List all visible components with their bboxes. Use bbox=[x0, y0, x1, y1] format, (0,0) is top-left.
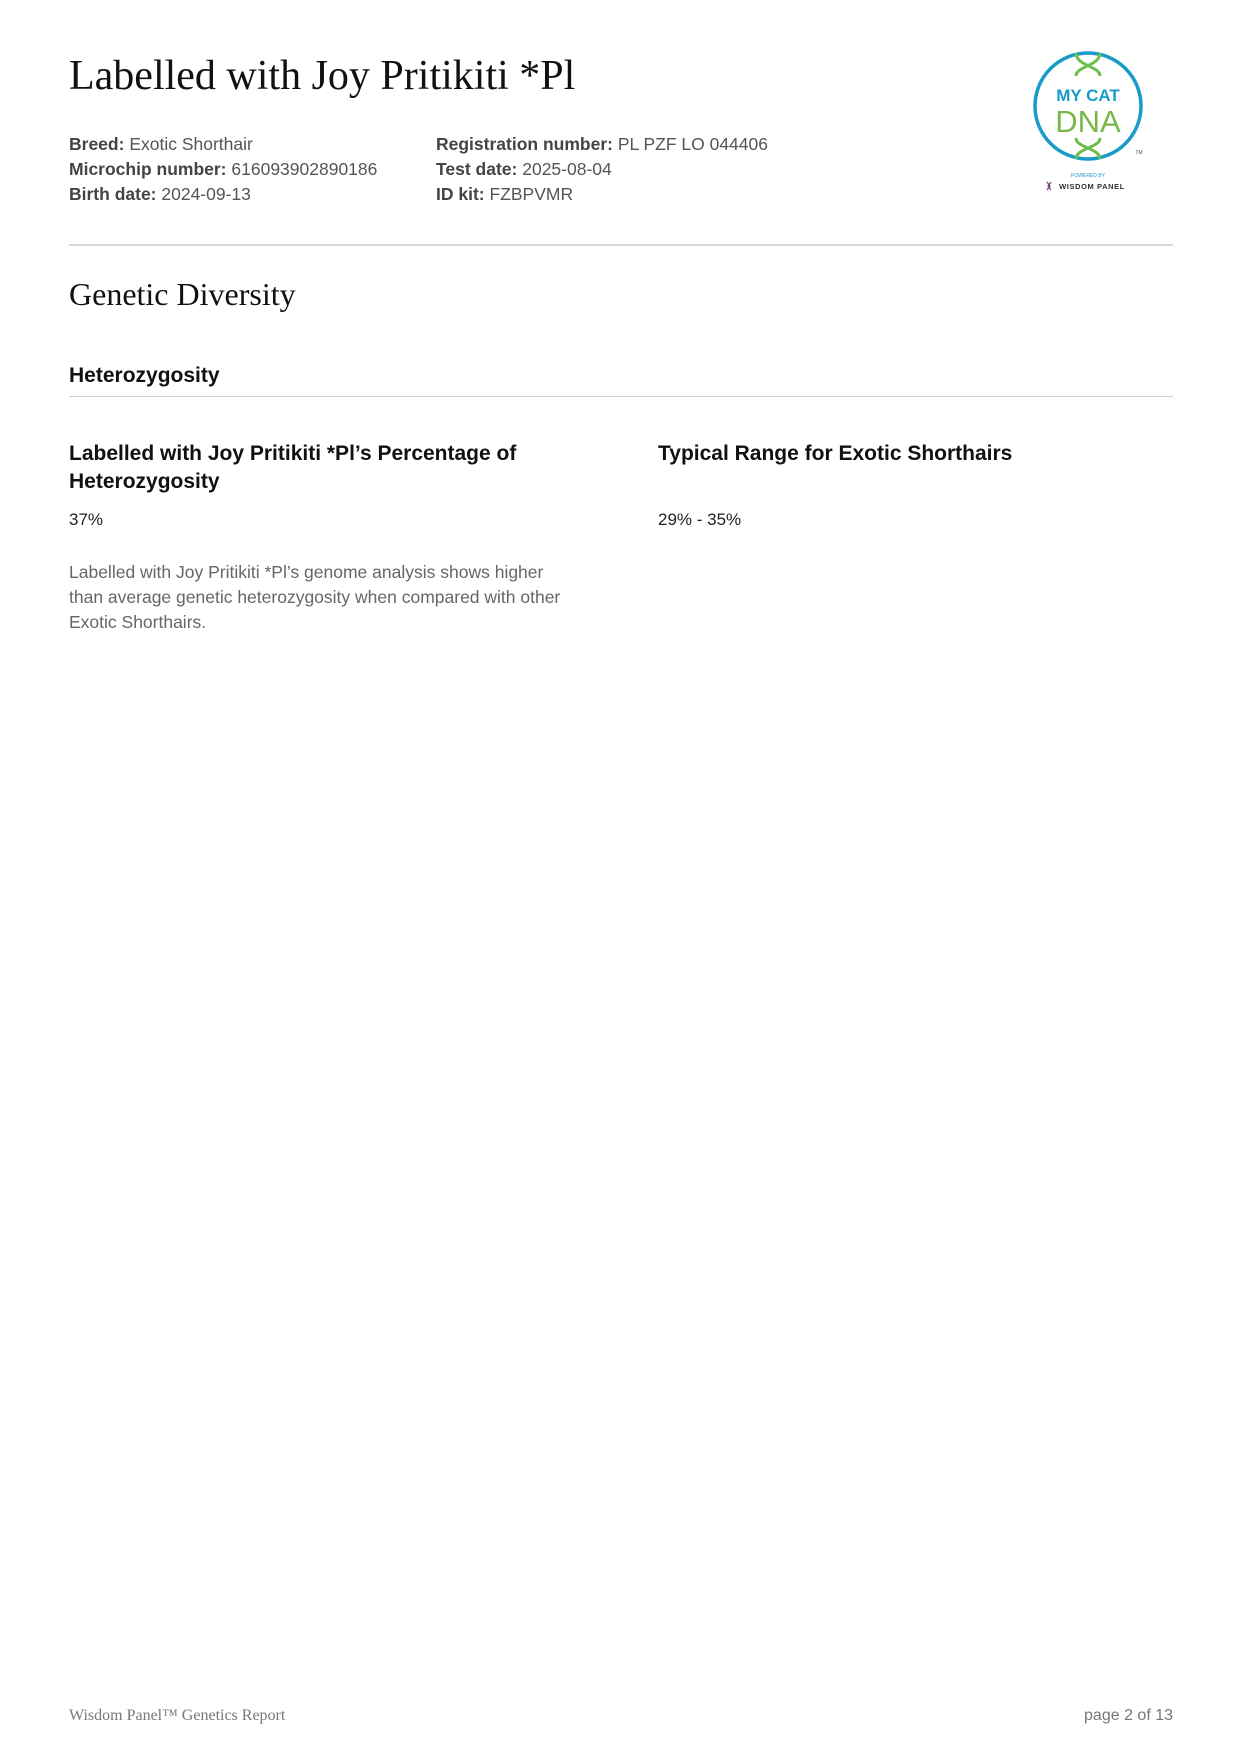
typical-range-heading: Typical Range for Exotic Shorthairs bbox=[658, 442, 1013, 465]
test-date-label: Test date: bbox=[436, 159, 518, 179]
test-date-value: 2025-08-04 bbox=[522, 159, 612, 179]
logo-powered-by: POWERED BY bbox=[1071, 173, 1105, 179]
description-line: than average genetic heterozygosity when compared with other bbox=[69, 587, 561, 607]
birth-date-label: Birth date: bbox=[69, 184, 157, 204]
birth-date-value: 2024-09-13 bbox=[161, 184, 251, 204]
breed-row bbox=[69, 132, 377, 157]
heterozygosity-description bbox=[69, 560, 589, 635]
percentage-heading-line2: Heterozygosity bbox=[69, 470, 220, 493]
details-left bbox=[69, 132, 377, 207]
description-line: Exotic Shorthairs. bbox=[69, 612, 207, 632]
microchip-value: 616093902890186 bbox=[231, 159, 378, 179]
logo-tm: TM bbox=[1135, 150, 1143, 156]
microchip-row bbox=[69, 157, 377, 182]
dna-strand-bottom-icon bbox=[1076, 138, 1100, 159]
dna-strand-top-icon bbox=[1076, 53, 1100, 76]
details-right bbox=[436, 132, 768, 207]
logo-line1: MY CAT bbox=[1056, 86, 1120, 105]
description-line: Labelled with Joy Pritikiti *Pl’s genome analysis shows higher bbox=[69, 562, 544, 582]
subsection-divider bbox=[69, 396, 1173, 397]
wisdom-panel-mark-icon bbox=[1047, 182, 1051, 190]
registration-row bbox=[436, 132, 768, 157]
subsection-title: Heterozygosity bbox=[69, 364, 220, 387]
header-divider bbox=[69, 244, 1173, 246]
footer-page-number: page 2 of 13 bbox=[1084, 1707, 1173, 1724]
registration-label: Registration number: bbox=[436, 134, 613, 154]
logo-brand: WISDOM PANEL bbox=[1059, 182, 1125, 191]
footer-report-name: Wisdom Panel™ Genetics Report bbox=[69, 1707, 286, 1724]
breed-value: Exotic Shorthair bbox=[129, 134, 253, 154]
birth-date-row bbox=[69, 182, 377, 207]
breed-label: Breed: bbox=[69, 134, 125, 154]
microchip-label: Microchip number: bbox=[69, 159, 227, 179]
id-kit-value: FZBPVMR bbox=[489, 184, 574, 204]
percentage-heading bbox=[69, 440, 609, 496]
typical-range-value: 29% - 35% bbox=[658, 510, 742, 529]
test-date-row bbox=[436, 157, 768, 182]
section-title: Genetic Diversity bbox=[69, 276, 296, 312]
id-kit-row bbox=[436, 182, 768, 207]
page-title: Labelled with Joy Pritikiti *Pl bbox=[69, 53, 576, 99]
logo-line2: DNA bbox=[1055, 104, 1121, 139]
registration-value: PL PZF LO 044406 bbox=[617, 134, 768, 154]
percentage-value: 37% bbox=[69, 510, 104, 529]
percentage-heading-line1: Labelled with Joy Pritikiti *Pl’s Percentage of bbox=[69, 442, 517, 465]
my-cat-dna-logo bbox=[1030, 48, 1154, 198]
id-kit-label: ID kit: bbox=[436, 184, 485, 204]
